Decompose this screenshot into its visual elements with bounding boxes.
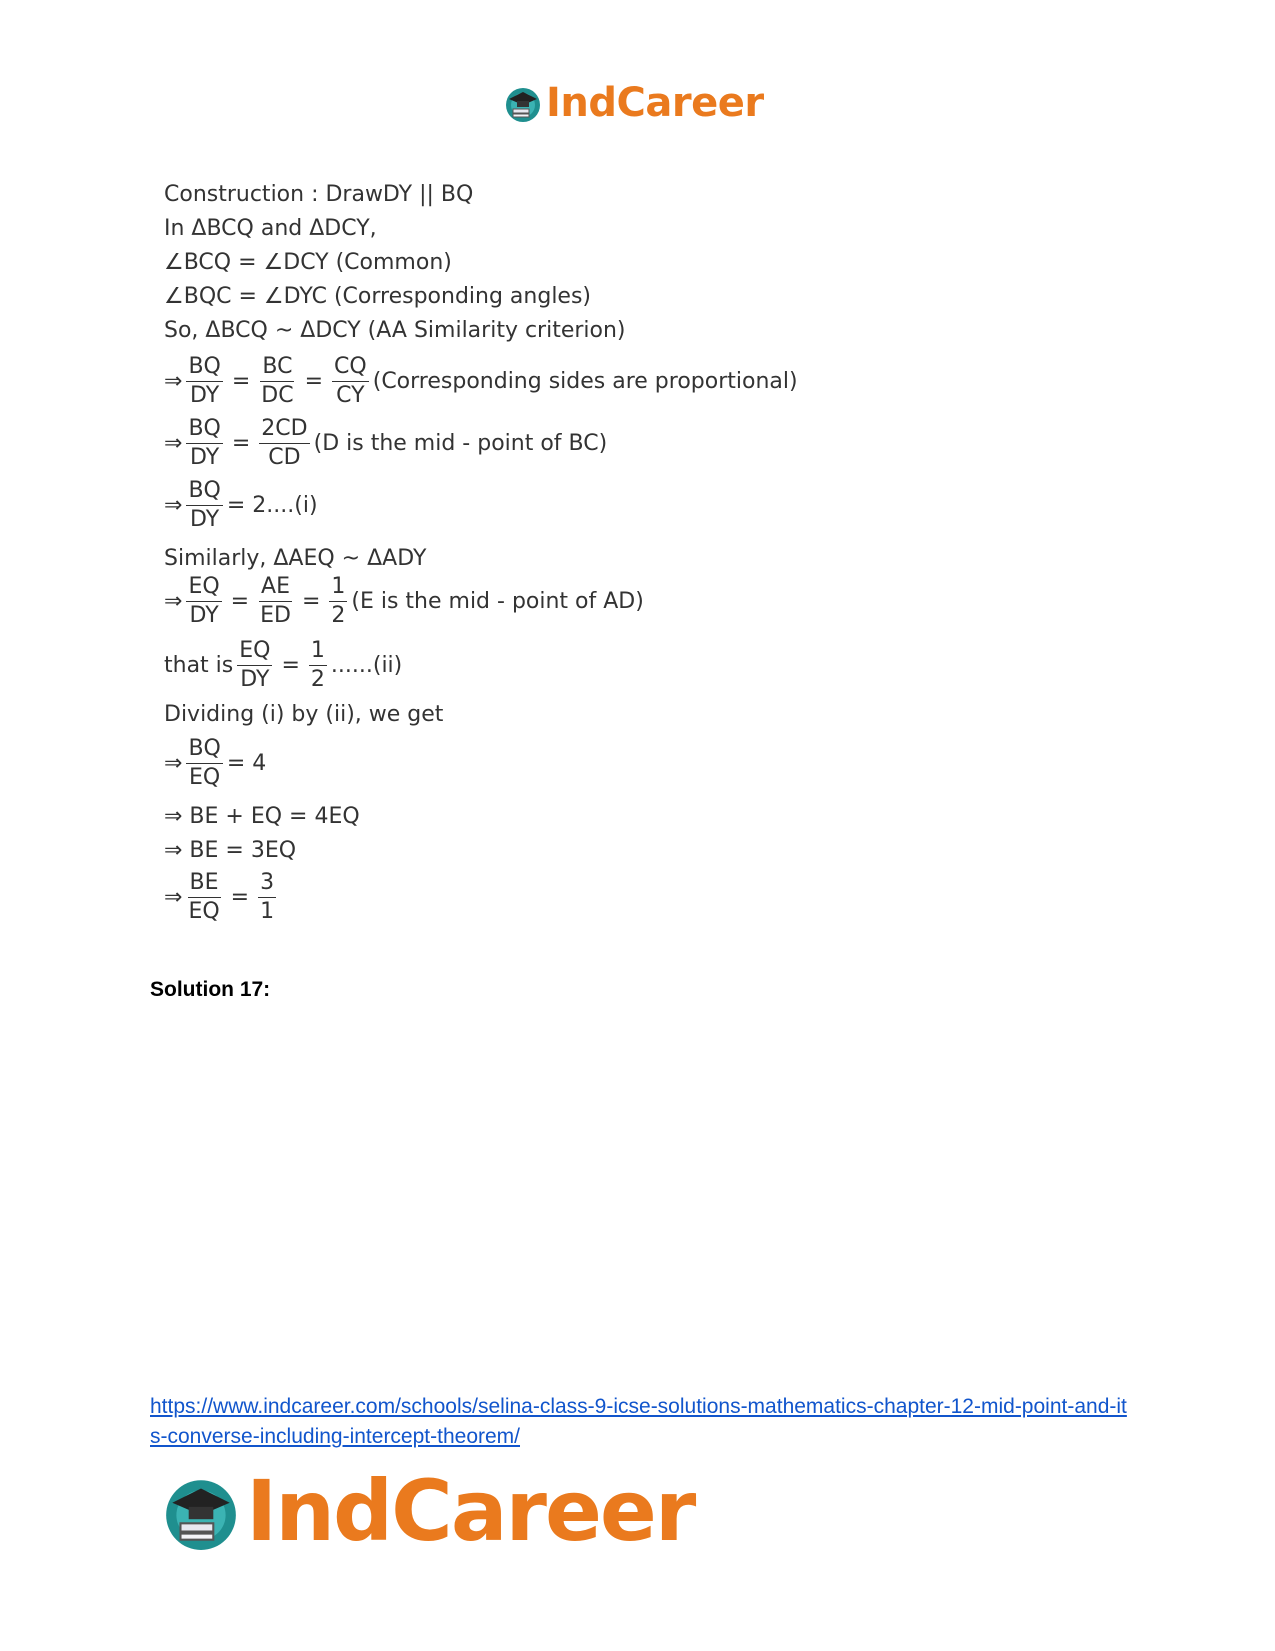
graduation-cap-globe-icon xyxy=(160,1470,242,1552)
fraction-2cd-cd: $\frac{2CD}{CD}$ xyxy=(261,416,308,470)
fraction-bq-dy: $\frac{BQ}{DY}$ xyxy=(188,416,221,470)
equals-sign: = xyxy=(301,588,321,614)
ratio-four-line xyxy=(164,738,266,789)
equation-ii-line xyxy=(164,640,402,691)
fraction-3-1: $\frac{3}{1}$ xyxy=(260,870,275,924)
equals-sign: = xyxy=(230,884,250,910)
equation-rest: = 4 xyxy=(226,750,267,776)
construction-line: Construction : DrawDY || BQ xyxy=(164,182,474,207)
fraction-bc-dc: $\frac{BC}{DC}$ xyxy=(261,354,294,408)
corresponding-angle-line: ∠BQC = ∠DYC (Corresponding angles) xyxy=(164,284,592,309)
graduation-cap-globe-icon xyxy=(503,83,543,123)
triangles-line: In ΔBCQ and ΔDCY, xyxy=(164,216,377,241)
fraction-cq-cy: $\frac{CQ}{CY}$ xyxy=(334,354,367,408)
reason-note: (E is the mid - point of AD) xyxy=(351,588,644,614)
equals-sign: = xyxy=(230,588,250,614)
implies-symbol: ⇒ xyxy=(164,430,183,456)
equals-sign: = xyxy=(281,652,300,678)
similarity-line: So, ΔBCQ ~ ΔDCY (AA Similarity criterion) xyxy=(164,318,626,343)
implies-symbol: ⇒ xyxy=(164,368,183,394)
reason-note: (Corresponding sides are proportional) xyxy=(372,368,798,394)
indcareer-logo-footer xyxy=(160,1462,695,1560)
equals-sign: = xyxy=(231,368,251,394)
logo-wordmark: IndCareer xyxy=(246,1462,695,1560)
fraction-1-2: $\frac{1}{2}$ xyxy=(331,574,346,628)
final-ratio-line xyxy=(164,872,280,923)
common-angle-line: ∠BCQ = ∠DCY (Common) xyxy=(164,250,452,275)
equation-i-line xyxy=(164,480,318,531)
equals-sign: = xyxy=(231,430,251,456)
proportion-line-1 xyxy=(164,356,798,407)
fraction-bq-eq: $\frac{BQ}{EQ}$ xyxy=(188,736,221,790)
source-url-link[interactable]: https://www.indcareer.com/schools/selina-class-9-icse-solutions-mathematics-chapter-12-mid-point-and-its-converse-including-intercept-theorem/ xyxy=(150,1395,1127,1448)
equation-rest: ......(ii) xyxy=(330,652,403,678)
implies-symbol: ⇒ xyxy=(164,492,183,518)
fraction-1-2: $\frac{1}{2}$ xyxy=(310,638,325,692)
fraction-bq-dy: $\frac{BQ}{DY}$ xyxy=(188,354,221,408)
proportion-line-3 xyxy=(164,576,644,627)
proportion-line-2 xyxy=(164,418,607,469)
equals-sign: = xyxy=(304,368,324,394)
be-plus-eq-line: ⇒ BE + EQ = 4EQ xyxy=(164,804,360,829)
implies-symbol: ⇒ xyxy=(164,750,183,776)
similarly-line: Similarly, ΔAEQ ~ ΔADY xyxy=(164,546,427,571)
solution-heading: Solution 17: xyxy=(150,978,271,1001)
equation-rest: = 2....(i) xyxy=(226,492,318,518)
logo-wordmark: IndCareer xyxy=(546,80,764,126)
implies-symbol: ⇒ xyxy=(164,884,183,910)
that-is-prefix: that is xyxy=(164,652,234,678)
fraction-ae-ed: $\frac{AE}{ED}$ xyxy=(260,574,291,628)
implies-symbol: ⇒ xyxy=(164,588,183,614)
fraction-be-eq: $\frac{BE}{EQ}$ xyxy=(188,870,220,924)
be-equals-3eq-line: ⇒ BE = 3EQ xyxy=(164,838,297,863)
fraction-eq-dy: $\frac{EQ}{DY}$ xyxy=(239,638,271,692)
fraction-eq-dy: $\frac{EQ}{DY}$ xyxy=(188,574,220,628)
reason-note: (D is the mid - point of BC) xyxy=(313,430,608,456)
fraction-bq-dy: $\frac{BQ}{DY}$ xyxy=(188,478,221,532)
indcareer-logo-header xyxy=(503,78,764,128)
dividing-line: Dividing (i) by (ii), we get xyxy=(164,702,444,727)
